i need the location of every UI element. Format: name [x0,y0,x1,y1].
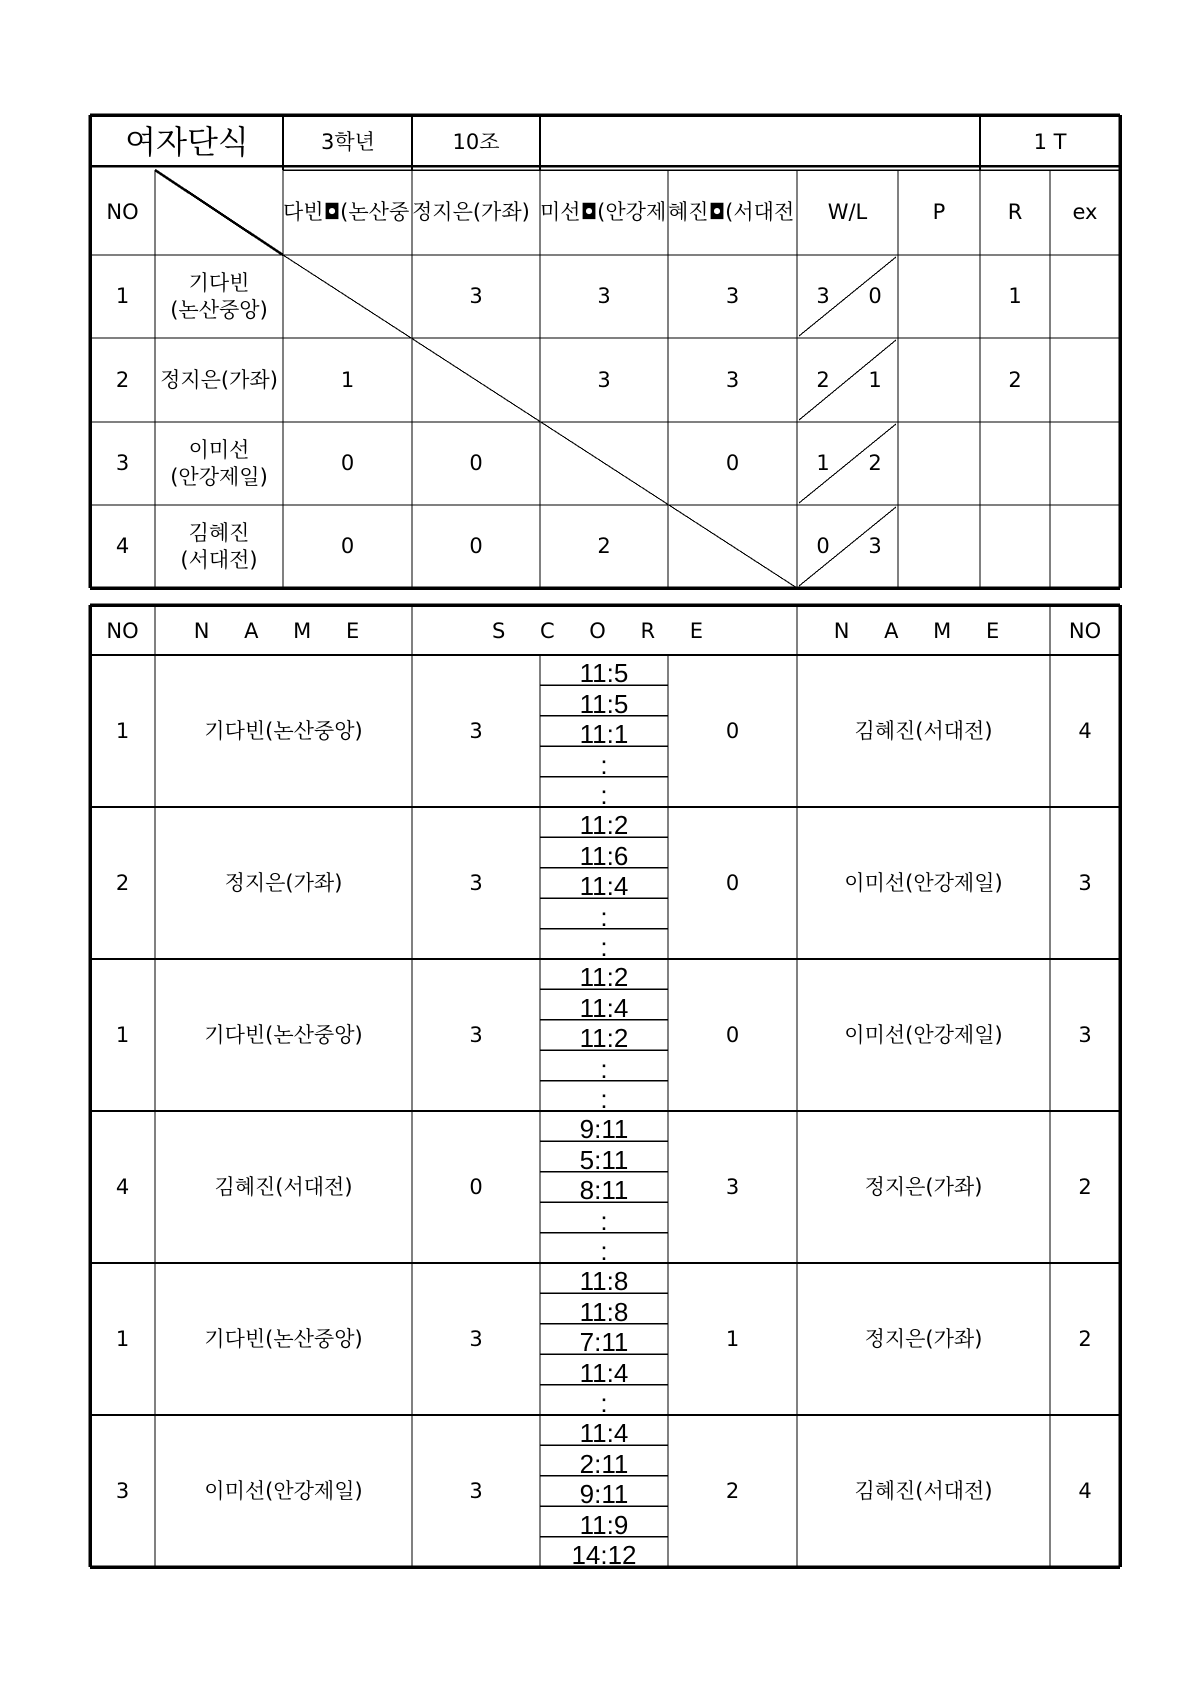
rank-value [980,422,1050,505]
player1-no: 1 [115,718,130,743]
header-no2: NO [1068,618,1102,643]
header-no1: NO [106,618,139,643]
group-label: 10조 [452,129,500,154]
game-score: : [600,1083,608,1114]
column-header-ex: ex [1072,200,1098,225]
player2-sets: 0 [725,718,740,743]
column-header-player-4: 혜진◘(서대전 [668,200,795,225]
player1-no: 1 [115,1022,130,1047]
player1-name: 기다빈(논산중앙) [204,1022,363,1047]
row-no: 2 [115,367,130,392]
game-score: 11:9 [579,1509,629,1540]
wins-value: 3 [816,284,830,309]
losses-value: 2 [868,451,882,476]
player2-sets: 0 [725,1022,740,1047]
player1-sets: 3 [469,1478,483,1503]
player2-no: 3 [1078,1022,1092,1047]
table-number: 1 T [1033,129,1067,154]
points-value [898,422,980,505]
row-no: 4 [115,534,130,559]
game-score: 11:4 [579,992,629,1023]
rank-value: 2 [1008,367,1022,392]
game-score: 11:4 [579,1357,629,1388]
game-score: 11:8 [579,1296,629,1327]
game-score: 11:1 [579,719,629,750]
score-cell [412,338,540,422]
player1-sets: 0 [469,1174,483,1199]
score-cell: 0 [469,534,483,559]
game-score: : [600,749,608,780]
player2-sets: 0 [725,870,740,895]
player2-no: 2 [1078,1174,1092,1199]
player-name: 김혜진 (서대전) [180,521,258,572]
player1-sets: 3 [469,1326,483,1351]
score-cell: 1 [340,367,355,392]
game-score: 11:2 [579,962,629,993]
ex-value [1050,505,1120,588]
player1-name: 이미선(안강제일) [204,1478,363,1503]
score-cell: 3 [469,284,483,309]
column-header-wl: W/L [827,200,868,225]
player2-no: 4 [1078,1478,1092,1503]
player2-no: 2 [1078,1326,1092,1351]
player1-name: 정지은(가좌) [224,870,343,895]
game-score: 14:12 [571,1539,637,1570]
game-score: 9:11 [579,1114,629,1145]
player1-no: 1 [115,1326,130,1351]
player1-name: 기다빈(논산중앙) [204,1326,363,1351]
player1-no: 4 [115,1174,130,1199]
event-title: 여자단식 [125,123,249,161]
rank-value: 1 [1008,284,1022,309]
game-score: 8:11 [579,1175,629,1206]
game-score: 5:11 [579,1144,629,1175]
game-score: 11:2 [579,1023,629,1054]
row-no: 1 [115,284,130,309]
header-name1: N A M E [193,618,374,643]
player1-name: 기다빈(논산중앙) [204,718,363,743]
column-header-player-1: 다빈◘(논산중 [283,200,410,225]
score-cell [540,422,668,505]
wins-value: 1 [816,451,830,476]
title-blank-field [540,117,980,167]
ex-value [1050,255,1120,338]
player2-name: 이미선(안강제일) [844,870,1003,895]
player2-name: 정지은(가좌) [864,1174,983,1199]
game-score: : [600,901,608,932]
game-score: 11:8 [579,1266,629,1297]
game-score: : [600,779,608,810]
player2-name: 정지은(가좌) [864,1326,983,1351]
losses-value: 0 [868,284,882,309]
column-header-player-3: 미선◘(안강제 [540,200,667,225]
player1-sets: 3 [469,870,483,895]
score-cell: 3 [597,284,611,309]
score-cell: 0 [340,451,355,476]
losses-value: 3 [868,534,882,559]
player2-no: 4 [1078,718,1092,743]
game-score: 11:5 [579,688,629,719]
game-score: : [600,931,608,962]
game-score: : [600,1235,608,1266]
player-name: 정지은(가좌) [160,367,278,392]
game-score: 11:4 [579,1418,629,1449]
game-score: 11:6 [579,840,629,871]
game-score: 11:4 [579,871,629,902]
column-header-r: R [1007,200,1023,225]
game-score: : [600,1053,608,1084]
player1-no: 2 [115,870,130,895]
game-score: 11:5 [579,658,629,689]
game-score: 2:11 [579,1448,629,1479]
player2-name: 김혜진(서대전) [854,1478,993,1503]
game-score: 9:11 [579,1479,629,1510]
player2-sets: 1 [725,1326,740,1351]
player1-no: 3 [115,1478,130,1503]
wins-value: 0 [816,534,830,559]
player2-name: 이미선(안강제일) [844,1022,1003,1047]
player2-sets: 2 [725,1478,740,1503]
player-name: 기다빈 (논산중앙) [170,271,268,322]
row-no: 3 [115,451,130,476]
score-cell [668,505,797,588]
score-cell: 3 [725,284,740,309]
points-value [898,338,980,422]
game-score: : [600,1387,608,1418]
points-value [898,255,980,338]
game-score: 11:2 [579,810,629,841]
player1-sets: 3 [469,718,483,743]
header-name2: N A M E [833,618,1014,643]
player2-sets: 3 [725,1174,740,1199]
header-score: S C O R E [491,618,718,643]
rank-value [980,505,1050,588]
wins-value: 2 [816,367,830,392]
ex-value [1050,338,1120,422]
ex-value [1050,422,1120,505]
grade-label: 3학년 [321,129,375,154]
player1-sets: 3 [469,1022,483,1047]
player-name: 이미선 (안강제일) [170,438,268,489]
column-header-p: P [932,200,946,225]
player1-name: 김혜진(서대전) [214,1174,353,1199]
game-score: 7:11 [579,1327,629,1358]
score-cell: 2 [597,534,611,559]
player2-no: 3 [1078,870,1092,895]
score-cell: 3 [597,367,611,392]
player2-name: 김혜진(서대전) [854,718,993,743]
column-header-player-2: 정지은(가좌) [412,200,530,225]
score-cell: 3 [725,367,740,392]
losses-value: 1 [868,367,882,392]
header-diagonal [155,170,283,255]
game-score: : [600,1205,608,1236]
score-cell: 0 [340,534,355,559]
column-header-no: NO [106,200,139,225]
score-cell: 0 [469,451,483,476]
score-cell [283,255,412,338]
score-cell: 0 [725,451,740,476]
points-value [898,505,980,588]
